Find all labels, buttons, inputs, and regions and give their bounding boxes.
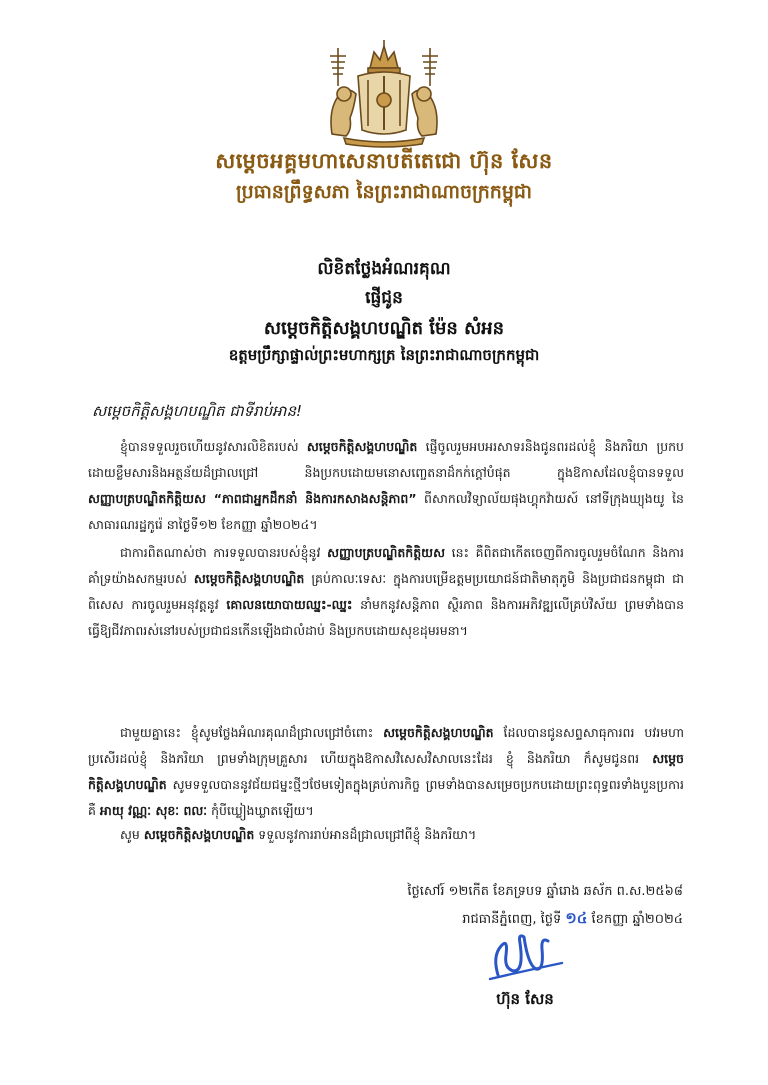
paragraph-3: [88, 720, 684, 824]
p1-text-a: ខ្ញុំបានទទួលរួចហើយនូវសារលិខិតរបស់: [120, 439, 307, 454]
paragraph-4: [88, 822, 684, 848]
p2-text-a: ជាការពិតណាស់ថា ការទទួលបានរបស់ខ្ញុំនូវ: [120, 545, 328, 560]
royal-coat-of-arms-icon: [318, 38, 450, 148]
p3-text-g: កុំបីឃ្លៀងឃ្លាតឡើយ។: [207, 803, 314, 818]
author-title: សម្តេចអគ្គមហាសេនាបតីតេជោ ហ៊ុន សែន: [215, 149, 553, 173]
p2-bold-b: សញ្ញាបត្របណ្ឌិតកិត្តិយស: [327, 545, 445, 560]
lunar-date: ថ្ងៃសៅរ៍ ១២កើត ខែភទ្របទ ឆ្នាំរោង ឆស័ក ព.ស.២៥៦៨: [407, 884, 683, 899]
handwritten-signature-icon: [484, 925, 566, 985]
p1-bold-b: សម្តេចកិត្តិសង្គហបណ្ឌិត: [306, 439, 418, 454]
p4-text-a: សូម: [120, 827, 144, 842]
p1-bold-d: សញ្ញាបត្របណ្ឌិតកិត្តិយស “ភាពជាអ្នកដឹកនាំ និងការកសាងសន្តិភាព”: [88, 491, 417, 506]
p2-bold-d: សម្តេចកិត្តិសង្គហបណ្ឌិត: [193, 571, 305, 586]
author-subtitle: ប្រធានព្រឹទ្ធសភា នៃព្រះរាជាណាចក្រកម្ពុជា: [236, 181, 532, 203]
recipient-role: ឧត្តមប្រឹក្សាផ្ទាល់ព្រះមហាក្សត្រ នៃព្រះរាជាណាចក្រកម្ពុជា: [228, 346, 540, 364]
signer-name: ហ៊ុន សែន: [496, 990, 554, 1008]
paragraph-2: [88, 540, 684, 644]
p3-text-c: ដែលបានជូនសព្ទសាធុការពរ បវរមហាប្រសើរដល់ខ្ញុំ និងភរិយា ព្រមទាំងក្រុមគ្រួសារ ហើយក្នុងឱកាសវិសេសវិសាលនេះដែរ ខ្ញុំ និងភរិយា ក៏សូមជូនពរ: [88, 725, 685, 766]
solar-date-suffix: ខែកញ្ញា ឆ្នាំ២០២៤: [587, 912, 683, 927]
send-to-label: ផ្ញើជូន: [365, 288, 403, 308]
p3-text-a: ជាមួយគ្នានេះ ខ្ញុំសូមថ្លែងអំណរគុណដ៏ជ្រាលជ្រៅចំពោះ: [120, 725, 384, 740]
p1-text-c: ផ្ញើចូលរួមអបអរសាទរនិងជូនពរដល់ខ្ញុំ និងភរិយា ប្រកបដោយខ្លឹមសារនិងអត្ថន័យដ៏ជ្រាលជ្រៅ និងប្រកបដោយមនោសញ្ចេតនាដ៏កក់ក្តៅបំផុត ក្នុងឱកាសដែលខ្ញុំបានទទួល: [88, 439, 684, 480]
paragraph-1: [88, 434, 684, 538]
recipient-name: សម្តេចកិត្តិសង្គហបណ្ឌិត ម៉ែន សំអន: [263, 318, 505, 339]
p4-bold-b: សម្តេចកិត្តិសង្គហបណ្ឌិត: [143, 827, 255, 842]
solar-date-prefix: រាជធានីភ្នំពេញ, ថ្ងៃទី: [462, 912, 566, 927]
p3-text-e: សូមទទួលបាននូវជ័យជម្នះថ្មីៗថែមទៀតក្នុងគ្រប់ភារកិច្ច ព្រមទាំងបានសម្រេចប្រកបដោយព្រះពុទ្ធពរទាំងបួនប្រការ គឺ: [88, 777, 684, 818]
p2-bold-f: គោលនយោបាយឈ្នះ-ឈ្នះ: [226, 597, 353, 612]
p2-text-e: គ្រប់កាលៈទេសៈ ក្នុងការបម្រើឧត្តមប្រយោជន៍ជាតិមាតុភូមិ និងប្រជាជនកម្ពុជា ជាពិសេស ការចូលរួមអនុវត្តនូវ: [88, 571, 684, 612]
p2-text-g: នាំមកនូវសន្តិភាព ស្ថិរភាព និងការអភិវឌ្ឍលើគ្រប់វិស័យ ព្រមទាំងបានធ្វើឱ្យជីវភាពរស់នៅរបស់ប្រជាជនកើនឡើងជាលំដាប់ និងប្រកបដោយសុខដុមរមនា។: [88, 597, 684, 638]
p3-bold-b: សម្តេចកិត្តិសង្គហបណ្ឌិត: [383, 725, 494, 740]
p3-bold-f: អាយុ វណ្ណៈ សុខៈ ពលៈ: [99, 803, 208, 818]
p4-text-c: ទទួលនូវការរាប់អានដ៏ជ្រាលជ្រៅពីខ្ញុំ និងភរិយា។: [254, 827, 477, 842]
salutation: សម្តេចកិត្តិសង្គហបណ្ឌិត ជាទីរាប់អាន!: [92, 402, 302, 420]
letter-type: លិខិតថ្លែងអំណរគុណ: [317, 259, 451, 279]
p1-text-e: ពីសាកលវិទ្យាល័យផុងហ្គុកវ៉ាយស៍ នៅទីក្រុងឃ្យុងយូ នៃសាធារណរដ្ឋកូរ៉េ នាថ្ងៃទី១២ ខែកញ្ញា ឆ្នាំ២០២៤។: [88, 491, 684, 532]
p2-text-c: នេះ គឺពិតជាកើតចេញពីការចូលរួមចំណែក និងការគាំទ្រយ៉ាងសកម្មរបស់: [88, 545, 684, 586]
solar-date-day: ១៤: [565, 909, 588, 927]
p3-bold-d: សម្តេចកិត្តិសង្គហបណ្ឌិត: [88, 751, 684, 792]
